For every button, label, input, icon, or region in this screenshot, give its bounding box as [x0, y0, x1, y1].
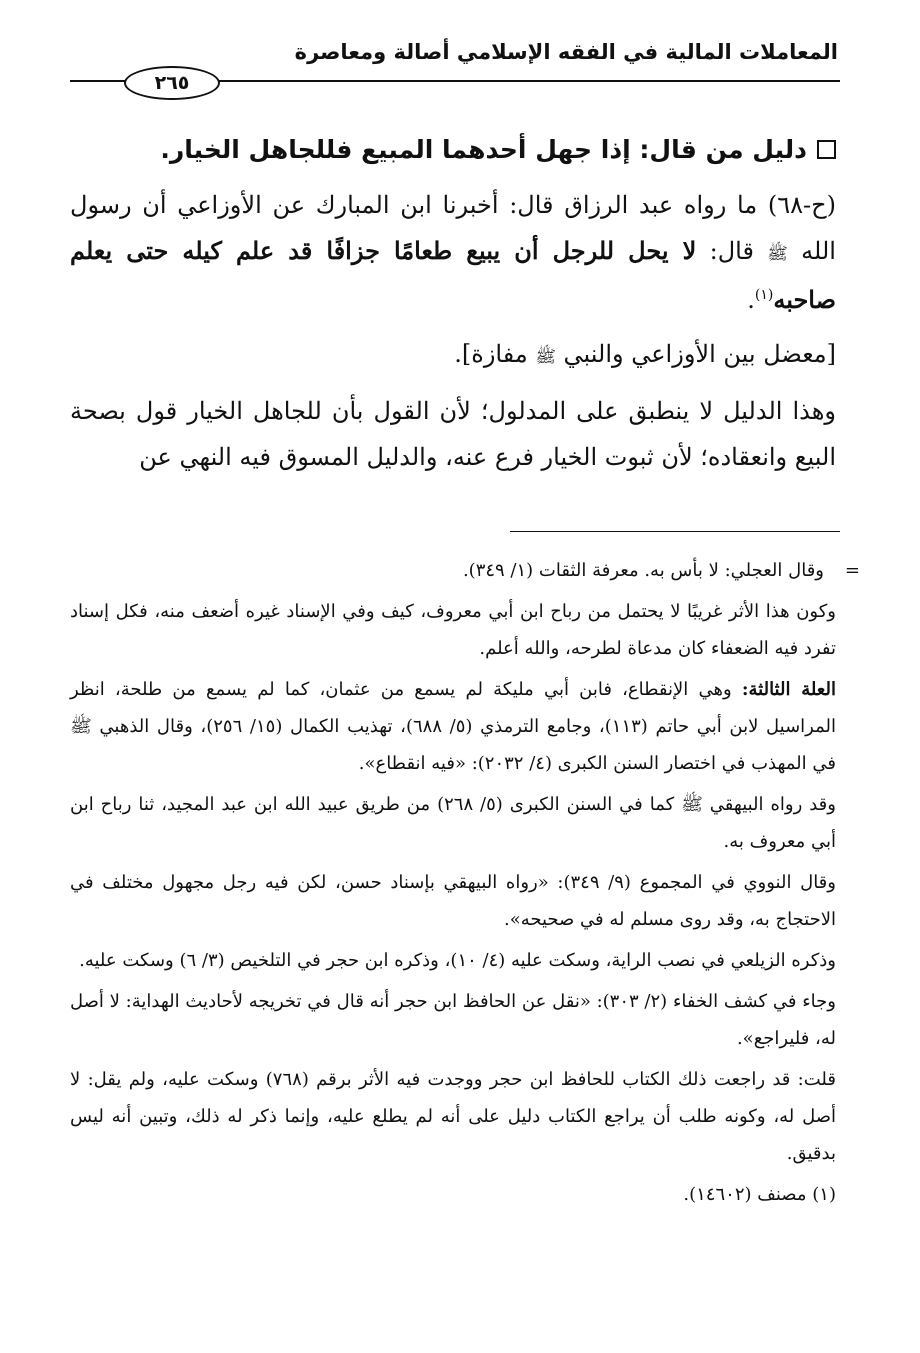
page-number: ٢٦٥ [124, 66, 220, 100]
hadith-said: قال: [709, 237, 754, 265]
footnote-line: = وقال العجلي: لا بأس به. معرفة الثقات (١/ ٣٤٩). [70, 552, 836, 589]
section-heading [70, 126, 836, 182]
footnote-line: وجاء في كشف الخفاء (٢/ ٣٠٣): «نقل عن الحافظ ابن حجر أنه قال في تخريجه لأحاديث الهداية: لا أصل له، فليراجع». [70, 991, 836, 1049]
hadith-intro: (ح-٦٨) ما رواه عبد الرزاق قال: أخبرنا ابن المبارك عن الأوزاعي أن رسول الله [70, 191, 836, 265]
grading-part1: [معضل بين الأوزاعي والنبي [563, 340, 836, 368]
hadith-paragraph: (ح-٦٨) ما رواه عبد الرزاق قال: أخبرنا ابن المبارك عن الأوزاعي أن رسول الله ﷺ قال: لا يحل للرجل أن يبيع طعامًا جزافًا قد علم كيله حتى يعلم صاحبه$^{(١)}$. [70, 191, 836, 314]
footnote-line: قلت: قد راجعت ذلك الكتاب للحافظ ابن حجر ووجدت فيه الأثر برقم (٧٦٨) وسكت عليه، ولم يقل: لا أصل له، وكونه طلب أن يراجع الكتاب دليل على أنه لم يطلع عليه، وإنما ذكر له ذلك، وتبين أنه ليس بدقيق. [70, 1069, 836, 1164]
section-heading-text: دليل من قال: إذا جهل أحدهما المبيع فللجاهل الخيار. [160, 135, 807, 164]
square-bullet-icon [817, 140, 836, 159]
running-header-title: المعاملات المالية في الفقه الإسلامي أصالة ومعاصرة [294, 40, 838, 64]
main-text [70, 126, 836, 480]
footnote-line: وكون هذا الأثر غريبًا لا يحتمل من رباح ابن أبي معروف، كيف وفي الإسناد غيره أضعف منه، فكل إسناد تفرد فيه الضعفاء كان مدعاة لطرحه، والله أعلم. [70, 601, 836, 659]
footnote-rule [510, 531, 840, 532]
discussion-paragraph: وهذا الدليل لا ينطبق على المدلول؛ لأن القول بأن للجاهل الخيار قول بصحة البيع وانعقاده؛ لأن ثبوت الخيار فرع عنه، والدليل المسوق فيه النهي عن [70, 397, 836, 471]
footnote-citation: (١) مصنف (١٤٦٠٢). [683, 1184, 836, 1205]
salawat-glyph: ﷺ [767, 244, 788, 264]
footnote-ref: (١) [754, 287, 774, 303]
salawat-glyph-2: ﷺ [535, 347, 556, 367]
footnote-line: وقد رواه البيهقي ﷺ كما في السنن الكبرى (٥/ ٢٦٨) من طريق عبيد الله ابن عبد المجيد، ثنا رباح ابن أبي معروف به. [70, 794, 836, 852]
continuation-mark: = [844, 560, 860, 581]
grading-paragraph [70, 331, 836, 380]
grading-part2: مفازة]. [454, 340, 528, 368]
footnote-line: وقال النووي في المجموع (٩/ ٣٤٩): «رواه البيهقي بإسناد حسن، لكن فيه رجل مجهول مختلف في الاحتجاج به، وقد روى مسلم له في صحيحه». [70, 872, 836, 930]
third-defect-label: العلة الثالثة: [741, 679, 836, 700]
footnote-line: العلة الثالثة: وهي الإنقطاع، فابن أبي مليكة لم يسمع من عثمان، كما لم يسمع من طلحة، انظر المراسيل لابن أبي حاتم (١١٣)، وجامع الترمذي (٥/ ٦٨٨)، تهذيب الكمال (١٥/ ٢٥٦)، وقال الذهبي ﷺ في المهذب في اختصار السنن الكبرى (٤/ ٢٠٣٢): «فيه انقطاع». [70, 679, 836, 774]
footnotes [70, 552, 860, 1217]
footnote-line: وذكره الزيلعي في نصب الراية، وسكت عليه (٤/ ١٠)، وذكره ابن حجر في التلخيص (٣/ ٦) وسكت عليه. [79, 950, 836, 971]
hadith-text: لا يحل للرجل أن يبيع طعامًا جزافًا قد علم كيله حتى يعلم صاحبه [70, 236, 836, 314]
